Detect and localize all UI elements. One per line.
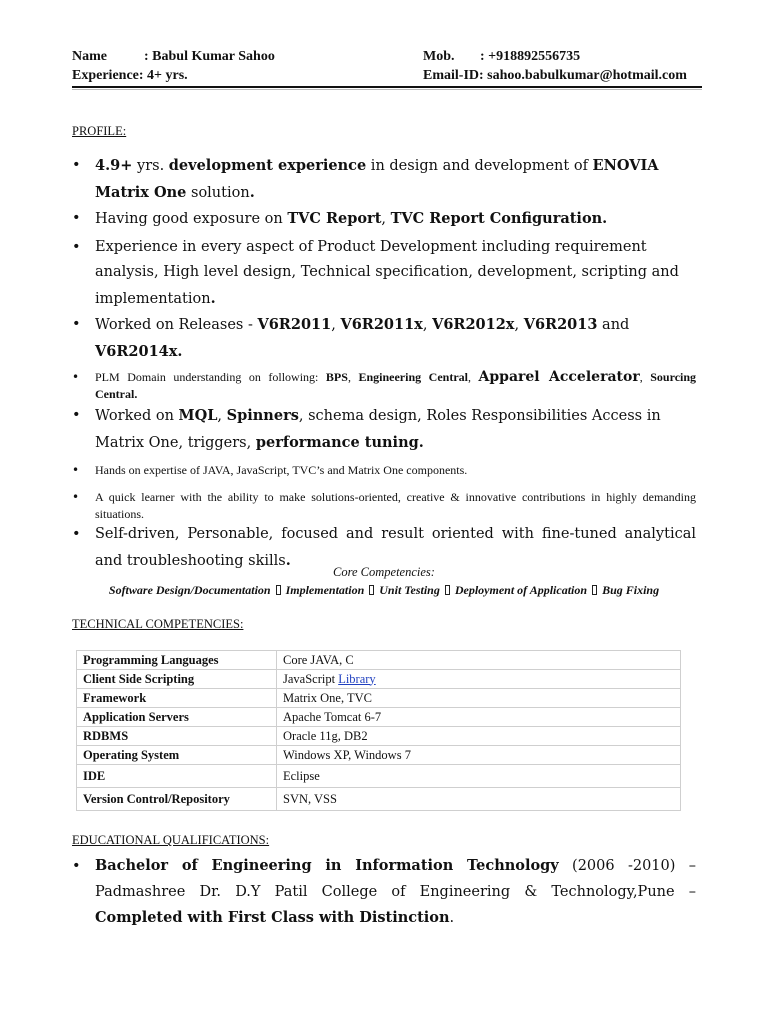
library-link[interactable]: Library	[338, 671, 376, 686]
table-cell-key: Operating System	[77, 746, 277, 765]
profile-list	[72, 153, 696, 574]
core-competencies-title: Core Competencies:	[333, 565, 435, 579]
table-cell-value: Apache Tomcat 6-7	[277, 708, 681, 727]
list-item: • PLM Domain understanding on following: BPS, Engineering Central, Apparel Accelerator, Sourcing Central.	[72, 369, 696, 403]
table-cell-key: Client Side Scripting	[77, 670, 277, 689]
table-cell-value: Matrix One, TVC	[277, 689, 681, 708]
table-row	[77, 746, 681, 765]
separator-box-icon	[276, 585, 281, 595]
list-item: • Worked on MQL, Spinners, schema design, Roles Responsibilities Access in Matrix One, triggers, performance tuning.	[72, 403, 696, 456]
table-row	[77, 689, 681, 708]
competency-item: Deployment of Application	[454, 583, 588, 597]
separator-box-icon	[445, 585, 450, 595]
core-competencies-line	[0, 583, 768, 598]
list-item: • Worked on Releases - V6R2011, V6R2011x, V6R2012x, V6R2013 and V6R2014x.	[72, 312, 696, 365]
competency-item: Bug Fixing	[602, 583, 660, 597]
list-item: • Self-driven, Personable, focused and result oriented with fine-tuned analytical and troubleshooting skills.	[72, 522, 696, 574]
header-divider	[72, 86, 702, 88]
table-row	[77, 788, 681, 811]
table-cell-key: IDE	[77, 765, 277, 788]
table-cell-key: Version Control/Repository	[77, 788, 277, 811]
separator-box-icon	[369, 585, 374, 595]
table-cell-value: Oracle 11g, DB2	[277, 727, 681, 746]
table-cell-key: Programming Languages	[77, 651, 277, 670]
name-label: Name	[72, 49, 107, 64]
list-item: • Bachelor of Engineering in Information Technology (2006 -2010) – Padmashree Dr. D.Y Patil College of Engineering & Technology,Pune – Completed with First Class with Distinction.	[72, 853, 696, 931]
table-cell-value: JavaScript Library	[277, 670, 681, 689]
table-cell-value: Windows XP, Windows 7	[277, 746, 681, 765]
table-cell-value: Core JAVA, C	[277, 651, 681, 670]
competency-item: Implementation	[285, 583, 365, 597]
education-list	[72, 853, 696, 931]
email-row	[423, 68, 687, 86]
mobile-label: Mob.	[423, 49, 455, 64]
table-cell-value: Eclipse	[277, 765, 681, 788]
table-row	[77, 727, 681, 746]
experience-value: 4+ yrs.	[147, 68, 188, 83]
table-row	[77, 708, 681, 727]
profile-title: PROFILE:	[72, 124, 127, 138]
table-cell-key: RDBMS	[77, 727, 277, 746]
name-value: : Babul Kumar Sahoo	[144, 49, 275, 64]
table-row	[77, 670, 681, 689]
list-item: • Hands on expertise of JAVA, JavaScript, TVC’s and Matrix One components.	[72, 461, 696, 479]
table-cell-key: Framework	[77, 689, 277, 708]
education-title: EDUCATIONAL QUALIFICATIONS:	[72, 833, 270, 847]
table-row	[77, 765, 681, 788]
experience-label: Experience:	[72, 68, 144, 83]
technical-competencies-table	[76, 650, 681, 811]
header-divider-shadow	[72, 89, 702, 90]
competency-item: Software Design/Documentation	[108, 583, 271, 597]
table-cell-key: Application Servers	[77, 708, 277, 727]
separator-box-icon	[592, 585, 597, 595]
table-cell-value: SVN, VSS	[277, 788, 681, 811]
mobile-value: : +918892556735	[480, 49, 581, 64]
list-item: • Experience in every aspect of Product Development including requirement analysis, High level design, Technical specification, development, scripting and implementation.	[72, 235, 696, 313]
competency-item: Unit Testing	[379, 583, 440, 597]
list-item: • A quick learner with the ability to make solutions-oriented, creative & innovative contributions in highly demanding situations.	[72, 489, 696, 523]
technical-competencies-title: TECHNICAL COMPETENCIES:	[72, 617, 244, 631]
experience-row	[72, 68, 188, 86]
table-row	[77, 651, 681, 670]
list-item: • Having good exposure on TVC Report, TVC Report Configuration.	[72, 206, 696, 233]
list-item: • 4.9+ yrs. development experience in design and development of ENOVIA Matrix One solution.	[72, 153, 696, 206]
email-value: sahoo.babulkumar@hotmail.com	[487, 68, 687, 83]
email-label: Email-ID:	[423, 68, 484, 83]
